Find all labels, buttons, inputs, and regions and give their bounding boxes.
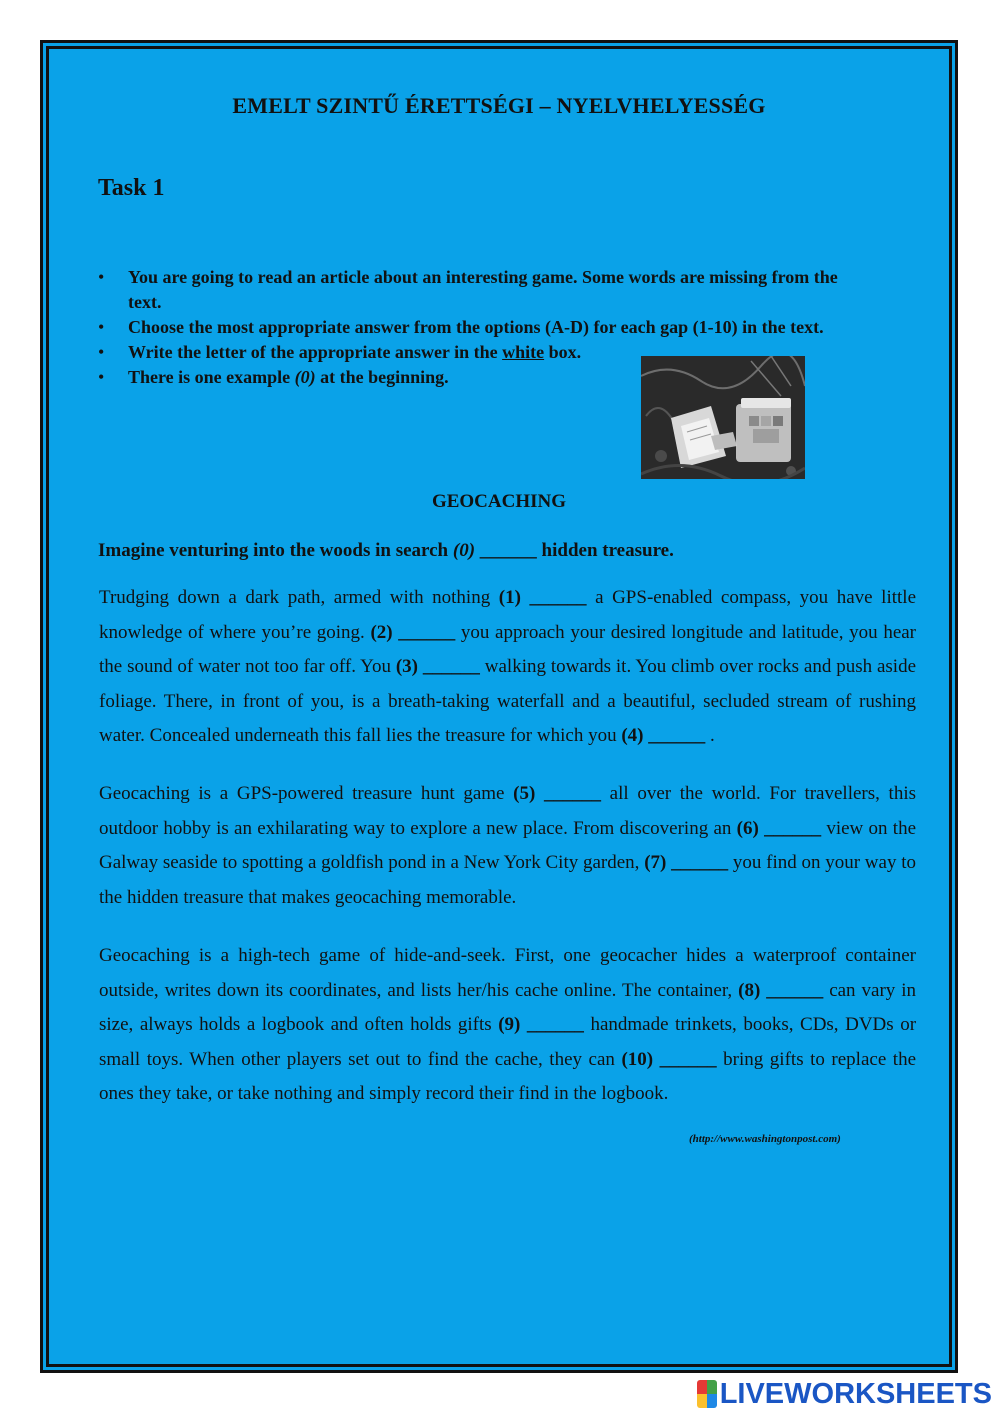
article-paragraph-2 xyxy=(99,777,916,915)
source-citation: (http://www.washingtonpost.com) xyxy=(689,1133,841,1145)
intro-text: Imagine venturing into the woods in search xyxy=(98,540,453,561)
paragraph-text: view on the Galway seaside to spotting a goldfish pond in a New York City garden, xyxy=(99,817,916,874)
gap-0-number: (0) xyxy=(452,540,476,561)
worksheet-page xyxy=(40,40,958,1373)
article-title: GEOCACHING xyxy=(431,491,567,512)
gap-8[interactable]: (8) ______ xyxy=(738,979,824,1001)
instruction-text: at the beginning. xyxy=(315,367,449,387)
instruction-item xyxy=(98,265,868,315)
gap-7[interactable]: (7) ______ xyxy=(644,852,729,874)
gap-4[interactable]: (4) ______ xyxy=(621,725,706,747)
paragraph-text: handmade trinkets, books, CDs, DVDs or small toys. When other players set out to find the cache, they can xyxy=(99,1014,917,1070)
paragraph-text: Geocaching is a high-tech game of hide-and-seek. First, one geocacher hides a waterproof container outside, writes down its coordinates, and lists her/his cache online. The container, xyxy=(99,945,916,1001)
bullet-icon: • xyxy=(98,267,105,287)
paragraph-text: you approach your desired longitude and latitude, you hear the sound of water not too far off. You xyxy=(99,621,917,678)
paragraph-text: Trudging down a dark path, armed with nothing xyxy=(99,587,499,608)
bullet-icon: • xyxy=(98,342,105,362)
gap-5[interactable]: (5) ______ xyxy=(513,783,601,804)
gap-3[interactable]: (3) ______ xyxy=(395,656,480,678)
paragraph-text: can vary in size, always holds a logbook and often holds gifts xyxy=(99,979,916,1036)
paragraph-text: bring gifts to replace the ones they take, or take nothing and simply record their find in the logbook. xyxy=(99,1048,917,1105)
article-paragraph-1 xyxy=(99,581,916,754)
liveworksheets-logo[interactable] xyxy=(697,1377,992,1411)
instruction-underlined: white xyxy=(502,342,545,362)
geocache-photo-illustration xyxy=(641,356,805,479)
instruction-italic: (0) xyxy=(294,367,316,387)
paragraph-text: a GPS-enabled compass, you have little knowledge of where you’re going. xyxy=(99,587,916,643)
bullet-icon: • xyxy=(98,367,105,387)
geocache-photo xyxy=(641,356,805,479)
bullet-icon: • xyxy=(98,317,105,337)
instruction-text: There is one example xyxy=(128,367,295,387)
paragraph-text: walking towards it. You climb over rocks and push aside foliage. There, in front of you, is a breath-taking waterfall and a beautiful, secluded stream of rushing water. Concealed underneath this fall lies the treasure for which you xyxy=(99,656,917,747)
instruction-text: box. xyxy=(544,342,582,362)
gap-0-blank: ______ xyxy=(479,540,537,561)
gap-10[interactable]: (10) ______ xyxy=(621,1048,717,1070)
instruction-item xyxy=(98,315,868,340)
paragraph-text: . xyxy=(705,725,715,747)
gap-2[interactable]: (2) ______ xyxy=(370,621,456,643)
intro-text: hidden treasure. xyxy=(536,540,674,561)
paragraph-text: you find on your way to the hidden treasure that makes geocaching memorable. xyxy=(99,852,916,908)
instruction-text: Write the letter of the appropriate answer in the xyxy=(128,342,503,362)
gap-1[interactable]: (1) ______ xyxy=(498,587,587,608)
task-heading: Task 1 xyxy=(98,175,165,201)
gap-6[interactable]: (6) ______ xyxy=(736,817,822,839)
article-paragraph-3 xyxy=(99,939,916,1112)
logo-text: LIVEWORKSHEETS xyxy=(719,1377,992,1410)
article-intro xyxy=(98,540,674,562)
paragraph-text: Geocaching is a GPS-powered treasure hunt game xyxy=(99,783,514,804)
instruction-text: You are going to read an article about an interesting game. Some words are missing from the text. xyxy=(128,267,838,312)
page-title: EMELT SZINTŰ ÉRETTSÉGI – NYELVHELYESSÉG xyxy=(232,93,766,118)
gap-9[interactable]: (9) ______ xyxy=(498,1014,584,1036)
paragraph-text: all over the world. For travellers, this outdoor hobby is an exhilarating way to explore a new place. From discovering an xyxy=(99,783,916,839)
instruction-text: Choose the most appropriate answer from the options (A-D) for each gap (1-10) in the text. xyxy=(128,317,824,337)
liveworksheets-logo-icon xyxy=(697,1380,717,1408)
